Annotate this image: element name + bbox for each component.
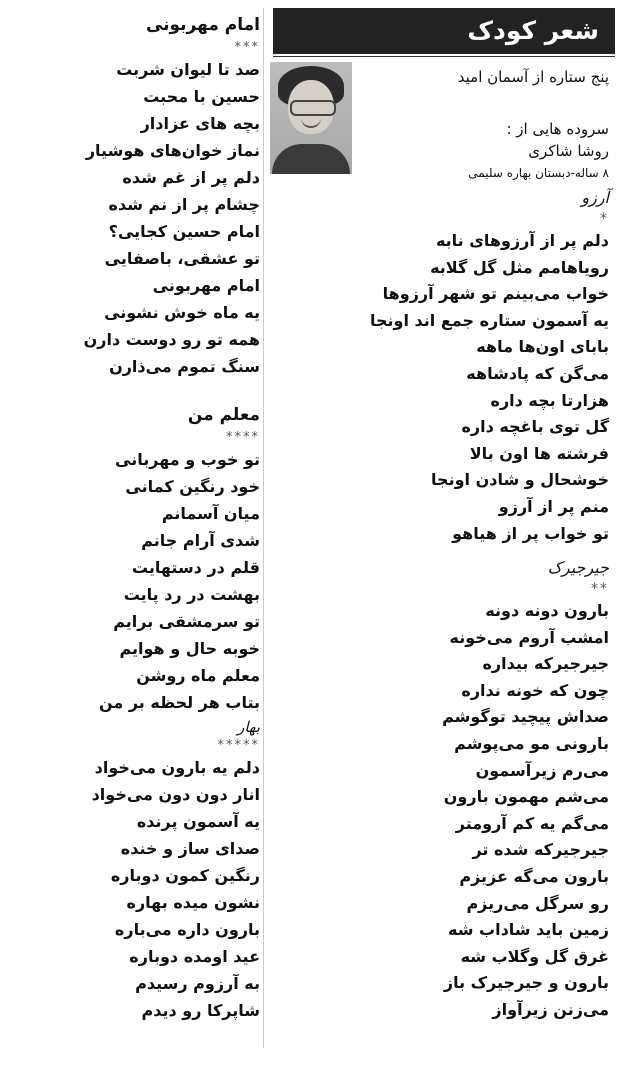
poem-line: جیرجیرکه شده تر xyxy=(472,840,609,860)
poem-line: بارون داره می‌باره xyxy=(114,920,260,939)
poem-line: می‌زنن زیرآواز xyxy=(492,999,609,1019)
poem-line: صد تا لیوان شربت xyxy=(116,60,260,79)
poem-stars: * xyxy=(600,211,609,227)
poem-line: نشون میده بهاره xyxy=(126,893,260,912)
poem-title: امام مهربونی xyxy=(145,15,260,35)
poem-stars: ***** xyxy=(217,738,260,753)
poem-line: صداش پیچید توگوشم xyxy=(442,707,609,727)
poem-line: غرق گل وگلاب شه xyxy=(460,946,609,966)
poem-line: زمین باید شاداب شه xyxy=(448,920,609,940)
poem-line: بچه های عزادار xyxy=(140,114,260,133)
poem-line: یه آسمون پرنده xyxy=(136,812,260,831)
poem-line: می‌رم زیرآسمون xyxy=(475,760,609,780)
poem-lines xyxy=(359,598,609,1024)
poem-moallem xyxy=(70,400,260,716)
poem-line: بهشت در رد پایت xyxy=(123,585,260,604)
poem-line: تو سرمشقی برایم xyxy=(113,612,260,631)
poem-jirjirak xyxy=(359,556,609,1024)
poem-line: امام حسین کجایی؟ xyxy=(108,222,260,241)
poem-line: چون که خونه نداره xyxy=(461,680,609,700)
poem-line: خواب می‌بینم تو شهر آرزوها xyxy=(382,284,609,304)
poem-line: چشام پر از نم شده xyxy=(108,195,260,214)
poem-stars: *** xyxy=(234,40,260,55)
author-name: روشا شاکری xyxy=(528,142,609,160)
poem-line: رنگین کمون دوباره xyxy=(110,866,260,885)
poem-line: حسین با محبت xyxy=(143,87,260,106)
poem-line: شدی آرام جانم xyxy=(141,531,260,550)
poem-lines xyxy=(70,446,260,716)
poem-title: جیرجیرک xyxy=(547,558,609,577)
poem-line: دلم پر از آرزوهای نابه xyxy=(435,231,609,250)
section-header xyxy=(273,8,615,54)
byline xyxy=(468,118,609,184)
poem-line: یه ماه خوش نشونی xyxy=(104,303,260,322)
poem-line: نماز خوان‌های هوشیار xyxy=(85,141,260,160)
poem-emam xyxy=(70,10,260,380)
poem-line: بارون دونه دونه xyxy=(485,601,609,620)
poem-line: خود رنگین کمانی xyxy=(125,477,260,496)
poem-title: آرزو xyxy=(581,188,609,207)
article-subtitle: پنج ستاره از آسمان امید xyxy=(457,68,609,86)
poem-line: گل توی باغچه داره xyxy=(461,417,609,437)
poem-stars: **** xyxy=(226,430,260,445)
poem-lines xyxy=(70,56,260,380)
poem-line: یه آسمون ستاره جمع اند اونجا xyxy=(369,310,609,330)
poem-line: انار دون دون می‌خواد xyxy=(91,785,260,804)
poem-arezoo xyxy=(359,186,609,547)
poem-line: بارونی مو می‌پوشم xyxy=(454,733,609,753)
right-column xyxy=(265,8,615,1058)
poem-line: همه تو رو دوست دارن xyxy=(83,330,260,349)
poem-line: میان آسمانم xyxy=(161,504,260,523)
poem-line: بتاب هر لحظه بر من xyxy=(98,693,260,712)
poem-line: امشب آروم می‌خونه xyxy=(449,627,609,647)
byline-intro: سروده هایی از : xyxy=(506,120,609,138)
author-info: ۸ ساله-دبستان بهاره سلیمی xyxy=(468,166,609,180)
poem-lines xyxy=(70,754,260,1024)
poem-line: امام مهربونی xyxy=(152,276,260,295)
poem-line: فرشته ها اون بالا xyxy=(469,443,609,463)
poem-line: تو خوب و مهربانی xyxy=(115,450,260,469)
poem-line: تو عشقی، باصفایی xyxy=(104,249,260,268)
poem-title: بهار xyxy=(237,718,260,736)
poem-line: شاپرکا رو دیدم xyxy=(141,1001,260,1020)
poem-line: می‌گم یه کم آرومتر xyxy=(455,813,609,833)
poem-stars: ** xyxy=(591,581,609,597)
poem-line: می‌شم مهمون بارون xyxy=(443,787,609,807)
poem-line: هزارتا بچه داره xyxy=(490,390,609,410)
poem-line: معلم ماه روشن xyxy=(136,666,260,685)
poem-line: می‌گن که پادشاهه xyxy=(466,363,609,383)
header-rule xyxy=(273,56,615,57)
poem-line: بارون می‌گه عزیزم xyxy=(459,866,609,886)
left-column xyxy=(70,10,260,1024)
poem-line: خوشحال و شادن اونجا xyxy=(431,470,609,490)
poem-line: سنگ تموم می‌ذارن xyxy=(109,357,260,376)
section-title: شعر کودک xyxy=(467,16,599,45)
poem-line: بارون و جیرجیرک باز xyxy=(443,973,609,993)
poem-line: خوبه حال و هوایم xyxy=(119,639,260,658)
poem-line: به آرزوم رسیدم xyxy=(135,974,260,993)
poem-line: صدای ساز و خنده xyxy=(120,839,260,858)
poem-line: جیرجیرکه بیداره xyxy=(482,654,609,674)
column-divider xyxy=(263,8,264,1048)
poem-line: قلم در دستهایت xyxy=(131,558,260,577)
poem-line: رو سرگل می‌ریزم xyxy=(466,893,609,913)
poem-line: رویاهامم مثل گل گلابه xyxy=(430,257,609,277)
poem-line: دلم یه بارون می‌خواد xyxy=(94,758,260,777)
poem-title: معلم من xyxy=(187,405,260,425)
poem-bahar xyxy=(70,716,260,1024)
poem-line: تو خواب پر از هیاهو xyxy=(452,523,609,543)
poem-line: عید اومده دوباره xyxy=(129,947,260,966)
poem-lines xyxy=(359,228,609,547)
author-photo xyxy=(270,62,352,174)
poem-line: بابای اون‌ها ماهه xyxy=(476,337,609,357)
poem-line: منم پر از آرزو xyxy=(498,496,609,516)
poem-line: دلم پر از غم شده xyxy=(122,168,260,187)
